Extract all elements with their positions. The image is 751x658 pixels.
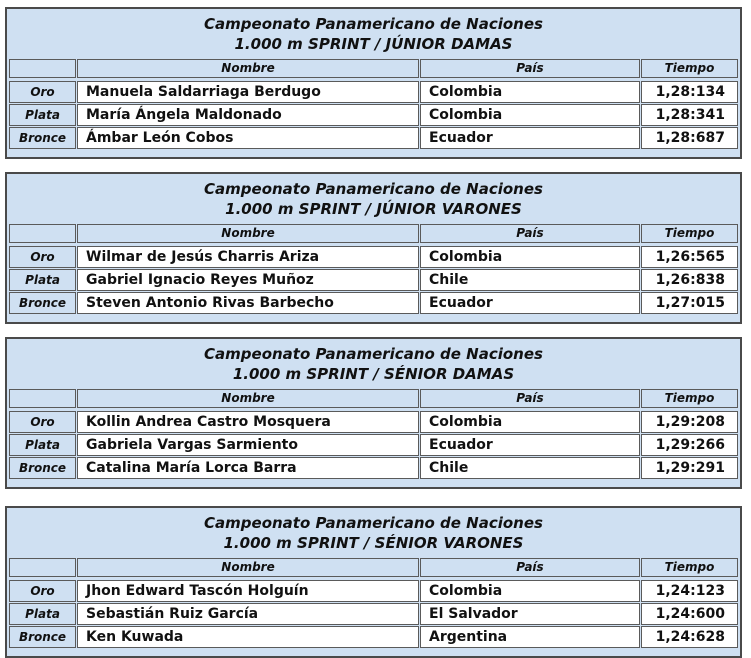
athlete-name: Jhon Edward Tascón Holguín <box>77 580 419 602</box>
header-name: Nombre <box>77 389 419 408</box>
championship-name: Campeonato Panamericano de Naciones <box>204 15 543 33</box>
athlete-name: María Ángela Maldonado <box>77 104 419 126</box>
athlete-country: Ecuador <box>420 292 640 314</box>
athlete-name: Ámbar León Cobos <box>77 127 419 149</box>
athlete-country: Chile <box>420 269 640 291</box>
athlete-country: Colombia <box>420 411 640 433</box>
event-name: 1.000 m SPRINT / SÉNIOR VARONES <box>223 534 524 552</box>
athlete-time: 1,28:134 <box>641 81 738 103</box>
medal-bronze: Bronce <box>9 457 76 479</box>
championship-name: Campeonato Panamericano de Naciones <box>204 180 543 198</box>
athlete-name: Catalina María Lorca Barra <box>77 457 419 479</box>
results-table-junior-damas <box>5 7 742 159</box>
header-country: País <box>420 59 640 78</box>
athlete-country: Colombia <box>420 104 640 126</box>
medal-gold: Oro <box>9 411 76 433</box>
athlete-time: 1,28:687 <box>641 127 738 149</box>
medal-silver: Plata <box>9 104 76 126</box>
medal-silver: Plata <box>9 603 76 625</box>
event-name: 1.000 m SPRINT / JÚNIOR DAMAS <box>234 35 513 53</box>
athlete-country: Colombia <box>420 246 640 268</box>
medal-bronze: Bronce <box>9 626 76 648</box>
athlete-name: Sebastián Ruiz García <box>77 603 419 625</box>
athlete-name: Wilmar de Jesús Charris Ariza <box>77 246 419 268</box>
athlete-time: 1,27:015 <box>641 292 738 314</box>
athlete-time: 1,24:628 <box>641 626 738 648</box>
athlete-country: Ecuador <box>420 127 640 149</box>
athlete-country: El Salvador <box>420 603 640 625</box>
medal-gold: Oro <box>9 81 76 103</box>
results-table-junior-varones <box>5 172 742 324</box>
header-country: País <box>420 389 640 408</box>
table-title <box>7 508 740 558</box>
athlete-time: 1,28:341 <box>641 104 738 126</box>
table-title <box>7 339 740 389</box>
athlete-country: Colombia <box>420 81 640 103</box>
athlete-name: Gabriel Ignacio Reyes Muñoz <box>77 269 419 291</box>
medal-gold: Oro <box>9 580 76 602</box>
header-blank <box>9 59 76 78</box>
header-country: País <box>420 558 640 577</box>
event-name: 1.000 m SPRINT / JÚNIOR VARONES <box>225 200 522 218</box>
athlete-country: Argentina <box>420 626 640 648</box>
table-title <box>7 174 740 224</box>
athlete-time: 1,29:266 <box>641 434 738 456</box>
header-time: Tiempo <box>641 224 738 243</box>
athlete-time: 1,24:123 <box>641 580 738 602</box>
results-table-senior-varones <box>5 506 742 658</box>
table-title <box>7 9 740 59</box>
athlete-country: Ecuador <box>420 434 640 456</box>
athlete-time: 1,24:600 <box>641 603 738 625</box>
athlete-time: 1,26:838 <box>641 269 738 291</box>
athlete-name: Manuela Saldarriaga Berdugo <box>77 81 419 103</box>
athlete-name: Gabriela Vargas Sarmiento <box>77 434 419 456</box>
medal-bronze: Bronce <box>9 127 76 149</box>
results-table-senior-damas <box>5 337 742 489</box>
header-name: Nombre <box>77 59 419 78</box>
championship-name: Campeonato Panamericano de Naciones <box>204 345 543 363</box>
header-time: Tiempo <box>641 558 738 577</box>
header-country: País <box>420 224 640 243</box>
header-blank <box>9 389 76 408</box>
athlete-name: Ken Kuwada <box>77 626 419 648</box>
medal-silver: Plata <box>9 434 76 456</box>
athlete-country: Colombia <box>420 580 640 602</box>
header-name: Nombre <box>77 558 419 577</box>
athlete-time: 1,26:565 <box>641 246 738 268</box>
athlete-time: 1,29:291 <box>641 457 738 479</box>
athlete-time: 1,29:208 <box>641 411 738 433</box>
medal-bronze: Bronce <box>9 292 76 314</box>
header-blank <box>9 558 76 577</box>
championship-name: Campeonato Panamericano de Naciones <box>204 514 543 532</box>
athlete-name: Steven Antonio Rivas Barbecho <box>77 292 419 314</box>
event-name: 1.000 m SPRINT / SÉNIOR DAMAS <box>232 365 515 383</box>
header-blank <box>9 224 76 243</box>
medal-silver: Plata <box>9 269 76 291</box>
header-time: Tiempo <box>641 59 738 78</box>
header-time: Tiempo <box>641 389 738 408</box>
medal-gold: Oro <box>9 246 76 268</box>
header-name: Nombre <box>77 224 419 243</box>
athlete-country: Chile <box>420 457 640 479</box>
athlete-name: Kollin Andrea Castro Mosquera <box>77 411 419 433</box>
